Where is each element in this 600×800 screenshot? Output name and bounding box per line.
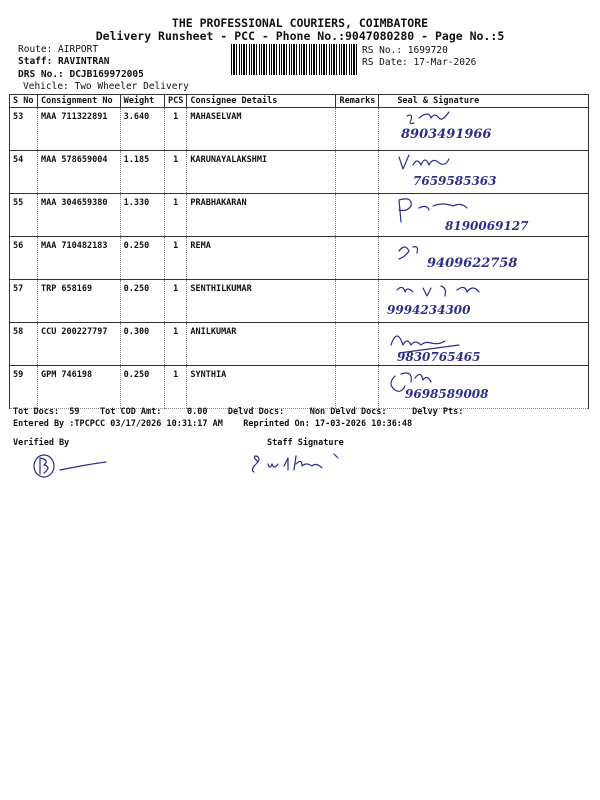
handwritten-signature-icon [379, 280, 598, 322]
cell-weight: 1.185 [120, 151, 164, 194]
cell-signature [379, 323, 589, 366]
cell-sno: 58 [10, 323, 38, 366]
cell-remarks [336, 151, 379, 194]
table-row [10, 323, 589, 366]
col-consignee: Consignee Details [187, 95, 336, 108]
staff-signature-icon [250, 450, 370, 480]
cell-signature [379, 280, 589, 323]
cell-pcs: 1 [165, 280, 187, 323]
cell-weight: 0.300 [120, 323, 164, 366]
cell-sno: 53 [10, 108, 38, 151]
handwritten-signature-icon [379, 366, 598, 408]
handwritten-signature-icon [379, 108, 598, 150]
cell-pcs: 1 [165, 366, 187, 409]
cell-consignment: MAA 578659004 [37, 151, 120, 194]
barcode [231, 44, 359, 75]
table-row [10, 151, 589, 194]
runsheet-subtitle: Delivery Runsheet - PCC - Phone No.:9047080280 - Page No.:5 [95, 29, 505, 43]
cell-consignee: ANILKUMAR [187, 323, 336, 366]
cell-consignee: MAHASELVAM [187, 108, 336, 151]
col-consignment: Consignment No [37, 95, 120, 108]
cell-remarks [336, 323, 379, 366]
cell-signature [379, 237, 589, 280]
cell-consignment: MAA 710482183 [37, 237, 120, 280]
cell-consignment: GPM 746198 [37, 366, 120, 409]
cell-consignee: REMA [187, 237, 336, 280]
cell-remarks [336, 366, 379, 409]
entered-by-line: Entered By :TPCPCC 03/17/2026 10:31:17 AM Reprinted On: 17-03-2026 10:36:48 [13, 419, 413, 429]
cell-sno: 54 [10, 151, 38, 194]
handwritten-signature-icon [379, 151, 598, 193]
vehicle-label: Vehicle: Two Wheeler Delivery [23, 81, 189, 92]
cell-consignee: SENTHILKUMAR [187, 280, 336, 323]
signature-note: 8903491966 [401, 127, 492, 142]
cell-signature [379, 366, 589, 409]
staff-signature-label: Staff Signature [267, 438, 344, 448]
table-header-row [10, 95, 589, 108]
col-sno: S No [10, 95, 38, 108]
cell-pcs: 1 [165, 323, 187, 366]
col-weight: Weight [120, 95, 164, 108]
signature-note: 9698589008 [405, 387, 489, 401]
totals-line: Tot Docs: 59 Tot COD Amt: 0.00 Delvd Docs: Non Delvd Docs: Delvy Pts: [13, 407, 464, 417]
col-seal-signature: Seal & Signature [379, 95, 589, 108]
handwritten-signature-icon [379, 194, 598, 236]
cell-pcs: 1 [165, 194, 187, 237]
cell-signature [379, 194, 589, 237]
cell-signature [379, 151, 589, 194]
cell-consignee: PRABHAKARAN [187, 194, 336, 237]
cell-remarks [336, 108, 379, 151]
rs-date: RS Date: 17-Mar-2026 [362, 57, 477, 68]
col-pcs: PCS [165, 95, 187, 108]
staff-label: Staff: RAVINTRAN [18, 56, 110, 67]
cell-weight: 0.250 [120, 280, 164, 323]
cell-pcs: 1 [165, 151, 187, 194]
table-row [10, 237, 589, 280]
cell-consignment: CCU 200227797 [37, 323, 120, 366]
cell-consignment: TRP 658169 [37, 280, 120, 323]
rs-number: RS No.: 1699720 [362, 45, 448, 56]
company-title: THE PROFESSIONAL COURIERS, COIMBATORE [171, 16, 429, 30]
cell-pcs: 1 [165, 237, 187, 280]
col-remarks: Remarks [336, 95, 379, 108]
cell-weight: 0.250 [120, 237, 164, 280]
drs-label: DRS No.: DCJB169972005 [18, 69, 144, 80]
cell-weight: 3.640 [120, 108, 164, 151]
signature-note: 9994234300 [387, 303, 471, 317]
verified-by-label: Verified By [13, 438, 70, 448]
cell-remarks [336, 194, 379, 237]
table-row [10, 108, 589, 151]
handwritten-signature-icon [379, 237, 598, 279]
signature-note: 9409622758 [427, 256, 518, 271]
signature-note: 7659585363 [413, 174, 497, 188]
table-row [10, 194, 589, 237]
cell-pcs: 1 [165, 108, 187, 151]
cell-signature [379, 108, 589, 151]
cell-consignment: MAA 711322891 [37, 108, 120, 151]
cell-consignee: KARUNAYALAKSHMI [187, 151, 336, 194]
table-row [10, 366, 589, 409]
signature-note: 8190069127 [445, 219, 529, 233]
cell-consignment: MAA 304659380 [37, 194, 120, 237]
cell-sno: 56 [10, 237, 38, 280]
runsheet-table [9, 94, 589, 409]
handwritten-signature-icon [379, 323, 598, 365]
cell-weight: 0.250 [120, 366, 164, 409]
route-label: Route: AIRPORT [18, 44, 99, 55]
verifier-signature-icon [30, 450, 120, 484]
signature-note: 9830765465 [397, 350, 481, 364]
cell-sno: 57 [10, 280, 38, 323]
cell-sno: 59 [10, 366, 38, 409]
cell-remarks [336, 237, 379, 280]
cell-consignee: SYNTHIA [187, 366, 336, 409]
cell-sno: 55 [10, 194, 38, 237]
table-row [10, 280, 589, 323]
cell-weight: 1.330 [120, 194, 164, 237]
cell-remarks [336, 280, 379, 323]
